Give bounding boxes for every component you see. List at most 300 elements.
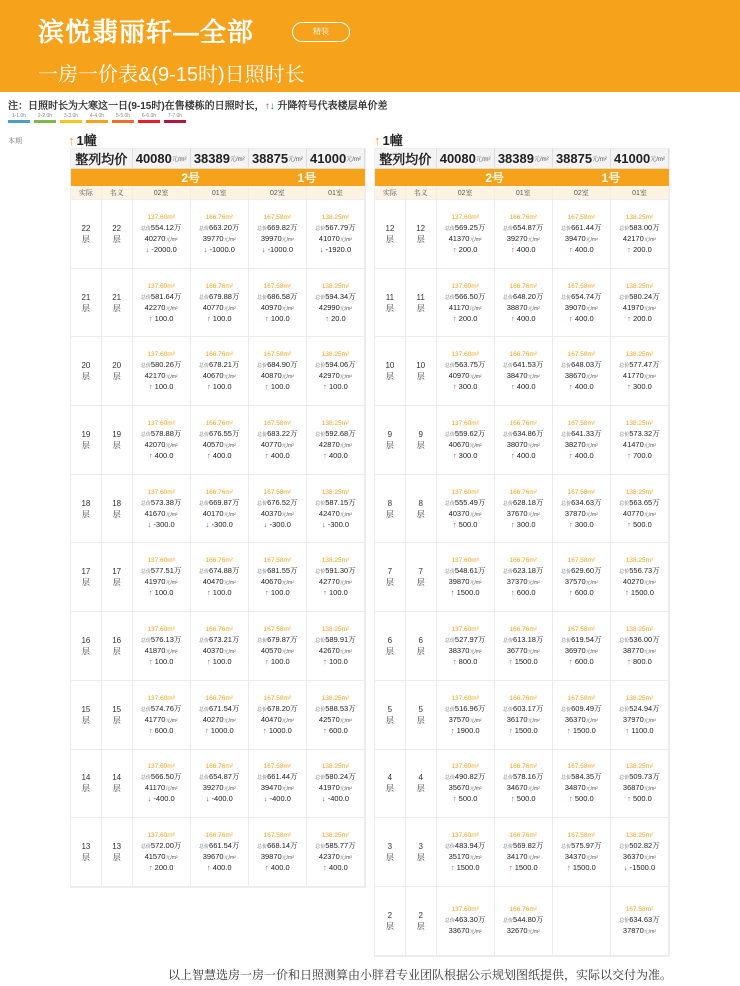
unit-cell[interactable] bbox=[307, 818, 365, 886]
unit-price-value: 40770 bbox=[622, 508, 644, 518]
flag-icon: ↑ bbox=[374, 133, 381, 148]
price-unit: 元/m² bbox=[281, 580, 294, 587]
price-diff-value: 100.0 bbox=[270, 588, 290, 598]
unit-price-value: 39070 bbox=[564, 302, 586, 312]
price-diff-value: -300.0 bbox=[211, 519, 233, 529]
up-arrow-icon: ↑ bbox=[452, 656, 459, 666]
unit-cell[interactable] bbox=[495, 887, 553, 955]
decoration-tag[interactable]: 精装 bbox=[292, 22, 350, 42]
unit-price-value: 40370 bbox=[260, 508, 282, 518]
price-diff-value: 200.0 bbox=[154, 863, 174, 873]
unit-cell[interactable] bbox=[611, 475, 669, 543]
unit-price-value: 36370 bbox=[564, 714, 586, 724]
price-diff-value: 400.0 bbox=[329, 863, 348, 873]
unit-price bbox=[565, 783, 598, 794]
unit-price-value: 40570 bbox=[202, 439, 224, 449]
price-diff bbox=[627, 245, 652, 255]
price-diff-value: 1000.0 bbox=[210, 725, 234, 735]
unit-cell[interactable] bbox=[133, 269, 191, 337]
unit-cell[interactable] bbox=[495, 818, 553, 886]
unit-price bbox=[261, 509, 294, 520]
unit-cell[interactable] bbox=[191, 543, 249, 611]
up-arrow-icon: ↑ bbox=[569, 450, 575, 460]
floor-nominal bbox=[406, 337, 437, 405]
floor-nominal bbox=[102, 337, 133, 405]
unit-cell[interactable] bbox=[611, 337, 669, 405]
price-diff-value: 100.0 bbox=[154, 313, 174, 323]
unit-area: 137.60m² bbox=[147, 625, 175, 633]
unit-area: 138.25m² bbox=[321, 282, 350, 290]
unit-price-value: 37670 bbox=[506, 508, 528, 518]
unit-cell[interactable] bbox=[611, 406, 669, 474]
unit-cell[interactable] bbox=[249, 475, 307, 543]
down-arrow-icon: ↓ bbox=[319, 244, 326, 254]
unit-cell[interactable] bbox=[191, 612, 249, 680]
total-prefix: 总价 bbox=[444, 225, 455, 232]
unit-cell[interactable] bbox=[553, 612, 611, 680]
total-prefix: 总价 bbox=[619, 637, 630, 644]
unit-cell[interactable] bbox=[553, 406, 611, 474]
total-value: 578.16万 bbox=[513, 772, 544, 782]
unit-cell[interactable] bbox=[249, 750, 307, 818]
unit-cell[interactable] bbox=[307, 475, 365, 543]
floor-number: 4 bbox=[418, 773, 423, 783]
unit-cell[interactable] bbox=[133, 543, 191, 611]
unit-cell[interactable] bbox=[133, 681, 191, 749]
unit-cell[interactable] bbox=[437, 543, 495, 611]
unit-cell[interactable] bbox=[307, 681, 365, 749]
unit-price bbox=[145, 715, 178, 726]
total-prefix: 总价 bbox=[257, 431, 268, 438]
floor-actual bbox=[375, 818, 406, 886]
unit-cell[interactable] bbox=[611, 200, 669, 268]
price-diff-value: 100.0 bbox=[212, 382, 232, 392]
price-diff-value: -400.0 bbox=[211, 794, 233, 804]
page-title: 滨悦翡丽轩—全部 bbox=[38, 17, 255, 47]
price-diff bbox=[624, 863, 655, 873]
legend-label: 7-7.0h bbox=[167, 113, 183, 119]
unit-cell[interactable] bbox=[133, 750, 191, 818]
price-diff bbox=[263, 726, 292, 736]
unit-cell[interactable] bbox=[133, 818, 191, 886]
unit-total-price bbox=[503, 360, 543, 371]
unit-cell[interactable] bbox=[437, 750, 495, 818]
unit-cell[interactable] bbox=[611, 750, 669, 818]
total-prefix: 总价 bbox=[140, 431, 151, 438]
unit-cell[interactable] bbox=[611, 681, 669, 749]
unit-price-value: 42170 bbox=[144, 371, 166, 381]
unit-cell[interactable] bbox=[611, 543, 669, 611]
unit-total-price bbox=[503, 841, 543, 852]
price-unit: 元/m² bbox=[585, 511, 598, 518]
unit-price-value: 41470 bbox=[622, 439, 644, 449]
total-prefix: 总价 bbox=[444, 500, 455, 507]
unit-total-price bbox=[199, 566, 239, 577]
unit-cell[interactable] bbox=[553, 681, 611, 749]
total-value: 574.76万 bbox=[150, 703, 182, 713]
price-unit: 元/m² bbox=[339, 511, 353, 518]
unit-price bbox=[565, 371, 598, 382]
total-prefix: 总价 bbox=[561, 500, 572, 507]
unit-cell[interactable] bbox=[191, 681, 249, 749]
unit-price bbox=[145, 234, 178, 245]
unit-price-value: 36870 bbox=[622, 783, 644, 793]
price-unit: 元/m² bbox=[469, 855, 482, 862]
price-diff bbox=[207, 382, 232, 392]
total-prefix: 总价 bbox=[315, 225, 326, 232]
unit-cell[interactable] bbox=[191, 269, 249, 337]
unit-cell[interactable] bbox=[249, 543, 307, 611]
floor-nominal bbox=[102, 818, 133, 886]
unit-cell[interactable] bbox=[437, 681, 495, 749]
legend-label: 4-4.0h bbox=[89, 113, 105, 119]
price-unit: 元/m² bbox=[527, 786, 540, 793]
unit-price bbox=[565, 440, 598, 451]
price-unit: 元/m² bbox=[346, 157, 361, 163]
unit-price bbox=[203, 577, 236, 588]
unit-price bbox=[203, 852, 236, 863]
unit-cell[interactable] bbox=[191, 337, 249, 405]
total-prefix: 总价 bbox=[257, 775, 268, 782]
unit-price bbox=[623, 783, 656, 794]
unit-cell[interactable] bbox=[133, 406, 191, 474]
unit-total-price bbox=[561, 223, 601, 234]
unit-cell[interactable] bbox=[437, 887, 495, 955]
unit-price bbox=[261, 440, 294, 451]
unit-total-price bbox=[619, 841, 659, 852]
unit-price bbox=[623, 509, 656, 520]
total-value: 577.51万 bbox=[150, 566, 182, 576]
floor-row bbox=[71, 406, 365, 475]
floor-number: 11 bbox=[385, 292, 395, 302]
total-prefix: 总价 bbox=[257, 569, 268, 576]
unit-cell[interactable] bbox=[611, 818, 669, 886]
unit-cell[interactable] bbox=[249, 337, 307, 405]
down-arrow-icon: ↓ bbox=[147, 519, 154, 529]
total-value: 609.49万 bbox=[571, 703, 602, 713]
unit-cell[interactable] bbox=[133, 200, 191, 268]
floor-unit: 层 bbox=[416, 440, 425, 450]
total-value: 563.65万 bbox=[629, 497, 660, 507]
unit-total-price bbox=[503, 566, 543, 577]
price-diff-value: 1100.0 bbox=[631, 725, 654, 735]
unit-price bbox=[565, 303, 598, 314]
floor-actual bbox=[71, 543, 102, 611]
unit-area: 138.25m² bbox=[321, 625, 350, 633]
unit-cell[interactable] bbox=[437, 612, 495, 680]
unit-cell[interactable] bbox=[553, 818, 611, 886]
price-diff bbox=[322, 520, 349, 530]
unit-price bbox=[507, 783, 540, 794]
total-value: 674.88万 bbox=[209, 566, 240, 576]
unit-cell[interactable] bbox=[611, 887, 669, 955]
unit-cell[interactable] bbox=[495, 269, 553, 337]
unit-price bbox=[623, 303, 656, 314]
unit-cell[interactable] bbox=[437, 818, 495, 886]
unit-cell[interactable] bbox=[307, 406, 365, 474]
legend-label: 2-2.0h bbox=[37, 113, 53, 119]
unit-total-price bbox=[257, 704, 297, 715]
unit-total-price bbox=[199, 772, 239, 783]
up-arrow-icon: ↑ bbox=[508, 863, 515, 873]
price-diff bbox=[262, 245, 293, 255]
floor-number: 9 bbox=[418, 429, 423, 439]
total-prefix: 总价 bbox=[561, 706, 572, 713]
floor-unit: 层 bbox=[112, 440, 121, 450]
total-value: 527.97万 bbox=[454, 634, 486, 644]
unit-price-value: 35670 bbox=[448, 783, 470, 793]
unit-cell[interactable] bbox=[437, 406, 495, 474]
price-diff-value: 100.0 bbox=[154, 656, 174, 666]
floor-row bbox=[71, 269, 365, 338]
unit-area: 167.58m² bbox=[567, 282, 596, 290]
floor-unit: 层 bbox=[416, 921, 425, 931]
floor-actual bbox=[375, 200, 406, 268]
unit-cell[interactable] bbox=[307, 200, 365, 268]
price-diff-value: -1000.0 bbox=[267, 244, 293, 254]
unit-cell[interactable] bbox=[611, 269, 669, 337]
block-label: 1号 bbox=[297, 171, 317, 185]
down-arrow-icon: ↓ bbox=[205, 519, 212, 529]
unit-total-price bbox=[561, 635, 601, 646]
price-unit: 元/m² bbox=[585, 648, 598, 655]
unit-cell[interactable] bbox=[191, 818, 249, 886]
total-value: 580.26万 bbox=[150, 360, 182, 370]
unit-cell[interactable] bbox=[307, 543, 365, 611]
unit-total-price bbox=[141, 429, 181, 440]
unit-cell[interactable] bbox=[611, 612, 669, 680]
unit-cell[interactable] bbox=[553, 337, 611, 405]
unit-cell[interactable] bbox=[191, 200, 249, 268]
unit-price-value: 42470 bbox=[318, 508, 340, 518]
block-label: 1号 bbox=[601, 171, 621, 185]
unit-total-price bbox=[619, 566, 659, 577]
building-name: 1幢 bbox=[76, 133, 97, 148]
up-arrow-icon: ↑ bbox=[148, 863, 155, 873]
total-value: 594.06万 bbox=[325, 360, 356, 370]
avg-price-value: 41000 bbox=[310, 151, 347, 166]
unit-price-value: 39470 bbox=[564, 233, 586, 243]
column-header: 01室 bbox=[307, 186, 365, 199]
price-diff bbox=[322, 794, 349, 804]
price-diff-value: 200.0 bbox=[633, 313, 652, 323]
floor-unit: 层 bbox=[81, 784, 90, 794]
price-unit: 元/m² bbox=[281, 374, 294, 381]
unit-cell[interactable] bbox=[191, 475, 249, 543]
unit-total-price bbox=[141, 292, 181, 303]
unit-area: 166.76m² bbox=[205, 213, 233, 221]
unit-area: 166.76m² bbox=[509, 557, 537, 565]
floor-number: 21 bbox=[81, 292, 91, 302]
unit-price-value: 39270 bbox=[202, 783, 224, 793]
unit-total-price bbox=[561, 360, 601, 371]
unit-area: 137.60m² bbox=[147, 351, 175, 359]
total-prefix: 总价 bbox=[140, 775, 151, 782]
unit-area: 137.60m² bbox=[451, 351, 479, 359]
up-arrow-icon: ↑ bbox=[569, 382, 575, 392]
down-arrow-icon: ↓ bbox=[263, 519, 270, 529]
total-value: 673.21万 bbox=[209, 634, 240, 644]
price-unit: 元/m² bbox=[223, 855, 236, 862]
unit-cell[interactable] bbox=[553, 269, 611, 337]
unit-total-price bbox=[561, 429, 601, 440]
price-diff bbox=[149, 726, 174, 736]
unit-cell[interactable] bbox=[495, 406, 553, 474]
up-arrow-icon: ↑ bbox=[206, 863, 213, 873]
unit-cell[interactable] bbox=[495, 475, 553, 543]
floor-unit: 层 bbox=[416, 853, 425, 863]
total-prefix: 总价 bbox=[619, 706, 630, 713]
unit-total-price bbox=[199, 704, 239, 715]
unit-cell[interactable] bbox=[307, 750, 365, 818]
unit-price-value: 41770 bbox=[622, 371, 644, 381]
up-arrow-icon: ↑ bbox=[627, 450, 633, 460]
unit-cell[interactable] bbox=[437, 337, 495, 405]
floor-unit: 层 bbox=[81, 372, 90, 382]
flag-icon: ↑ bbox=[68, 133, 75, 148]
unit-cell[interactable] bbox=[437, 475, 495, 543]
floor-unit: 层 bbox=[112, 234, 121, 244]
total-prefix: 总价 bbox=[199, 637, 210, 644]
floor-number: 7 bbox=[387, 567, 393, 577]
price-unit: 元/m² bbox=[165, 648, 178, 655]
price-diff-value: 1500.0 bbox=[514, 656, 538, 666]
floor-number: 18 bbox=[112, 498, 122, 508]
block-row bbox=[71, 169, 365, 186]
unit-total-price bbox=[445, 635, 485, 646]
price-diff-value: -300.0 bbox=[327, 519, 350, 529]
up-arrow-icon: ↑ bbox=[148, 588, 155, 598]
floor-actual bbox=[375, 475, 406, 543]
avg-price-cell bbox=[133, 149, 191, 168]
unit-cell[interactable] bbox=[249, 612, 307, 680]
unit-cell[interactable] bbox=[553, 543, 611, 611]
floor-number: 19 bbox=[112, 429, 122, 439]
unit-cell[interactable] bbox=[191, 406, 249, 474]
unit-price-value: 40370 bbox=[202, 645, 224, 655]
up-arrow-icon: ↑ bbox=[265, 450, 271, 460]
unit-cell[interactable] bbox=[495, 337, 553, 405]
unit-price bbox=[507, 371, 540, 382]
unit-area: 167.58m² bbox=[567, 419, 596, 427]
total-value: 578.88万 bbox=[150, 428, 182, 438]
unit-cell[interactable] bbox=[437, 269, 495, 337]
unit-cell[interactable] bbox=[437, 200, 495, 268]
unit-area: 138.25m² bbox=[625, 832, 654, 840]
total-value: 629.60万 bbox=[571, 566, 602, 576]
total-value: 536.00万 bbox=[629, 634, 660, 644]
unit-total-price bbox=[315, 704, 355, 715]
price-diff bbox=[265, 314, 290, 324]
legend-label: 1-1.0h bbox=[11, 113, 27, 119]
unit-cell-empty bbox=[553, 887, 611, 955]
price-diff bbox=[320, 245, 351, 255]
unit-cell[interactable] bbox=[249, 406, 307, 474]
unit-cell[interactable] bbox=[249, 269, 307, 337]
unit-cell[interactable] bbox=[249, 200, 307, 268]
floor-number: 5 bbox=[387, 704, 393, 714]
unit-price-value: 40170 bbox=[202, 508, 224, 518]
price-diff bbox=[148, 794, 175, 804]
unit-area: 137.60m² bbox=[451, 905, 479, 913]
price-unit: 元/m² bbox=[223, 786, 236, 793]
unit-cell[interactable] bbox=[133, 475, 191, 543]
total-prefix: 总价 bbox=[257, 637, 268, 644]
unit-cell[interactable] bbox=[553, 200, 611, 268]
unit-price bbox=[145, 440, 178, 451]
unit-total-price bbox=[315, 498, 355, 509]
floor-nominal bbox=[102, 612, 133, 680]
unit-cell[interactable] bbox=[307, 269, 365, 337]
floor-number: 22 bbox=[81, 223, 91, 233]
unit-cell[interactable] bbox=[495, 543, 553, 611]
unit-cell[interactable] bbox=[495, 612, 553, 680]
legend-swatch bbox=[138, 120, 160, 123]
floor-number: 21 bbox=[112, 292, 122, 302]
unit-area: 167.58m² bbox=[567, 625, 596, 633]
unit-price bbox=[319, 646, 352, 657]
down-arrow-icon: ↓ bbox=[147, 794, 154, 804]
up-arrow-icon: ↑ bbox=[452, 519, 459, 529]
floor-actual bbox=[71, 681, 102, 749]
floor-number: 10 bbox=[416, 361, 426, 371]
column-header: 实际 bbox=[375, 186, 406, 199]
unit-cell[interactable] bbox=[249, 681, 307, 749]
unit-cell[interactable] bbox=[133, 612, 191, 680]
price-diff bbox=[323, 451, 348, 461]
total-value: 679.88万 bbox=[209, 291, 240, 301]
unit-cell[interactable] bbox=[191, 750, 249, 818]
price-unit: 元/m² bbox=[281, 855, 294, 862]
price-unit: 元/m² bbox=[339, 648, 353, 655]
unit-cell[interactable] bbox=[133, 337, 191, 405]
floor-unit: 层 bbox=[81, 234, 90, 244]
unit-area: 166.76m² bbox=[509, 213, 537, 221]
unit-total-price bbox=[199, 498, 239, 509]
floor-row bbox=[71, 543, 365, 612]
unit-cell[interactable] bbox=[307, 337, 365, 405]
unit-cell[interactable] bbox=[553, 475, 611, 543]
unit-cell[interactable] bbox=[495, 681, 553, 749]
avg-price-label: 整列均价 bbox=[375, 149, 437, 168]
price-diff bbox=[625, 726, 653, 736]
unit-price-value: 40470 bbox=[260, 714, 282, 724]
price-diff-value: 400.0 bbox=[574, 244, 594, 254]
floor-nominal bbox=[406, 750, 437, 818]
total-value: 684.90万 bbox=[267, 360, 298, 370]
floor-unit: 层 bbox=[112, 372, 121, 382]
unit-cell[interactable] bbox=[553, 750, 611, 818]
unit-cell[interactable] bbox=[495, 750, 553, 818]
price-diff-value: 500.0 bbox=[633, 794, 652, 804]
unit-cell[interactable] bbox=[307, 612, 365, 680]
unit-total-price bbox=[199, 429, 239, 440]
unit-area: 166.76m² bbox=[509, 282, 537, 290]
unit-area: 137.60m² bbox=[147, 282, 175, 290]
floor-number: 20 bbox=[112, 361, 122, 371]
unit-price-value: 41970 bbox=[318, 783, 340, 793]
price-unit: 元/m² bbox=[585, 305, 598, 312]
unit-cell[interactable] bbox=[495, 200, 553, 268]
price-unit: 元/m² bbox=[339, 717, 353, 724]
unit-area: 138.25m² bbox=[625, 419, 654, 427]
floor-unit: 层 bbox=[385, 234, 394, 244]
unit-cell[interactable] bbox=[249, 818, 307, 886]
up-arrow-icon: ↑ bbox=[510, 519, 517, 529]
unit-area: 137.60m² bbox=[451, 282, 479, 290]
price-diff-value: 400.0 bbox=[212, 450, 232, 460]
unit-area: 167.58m² bbox=[567, 694, 596, 702]
